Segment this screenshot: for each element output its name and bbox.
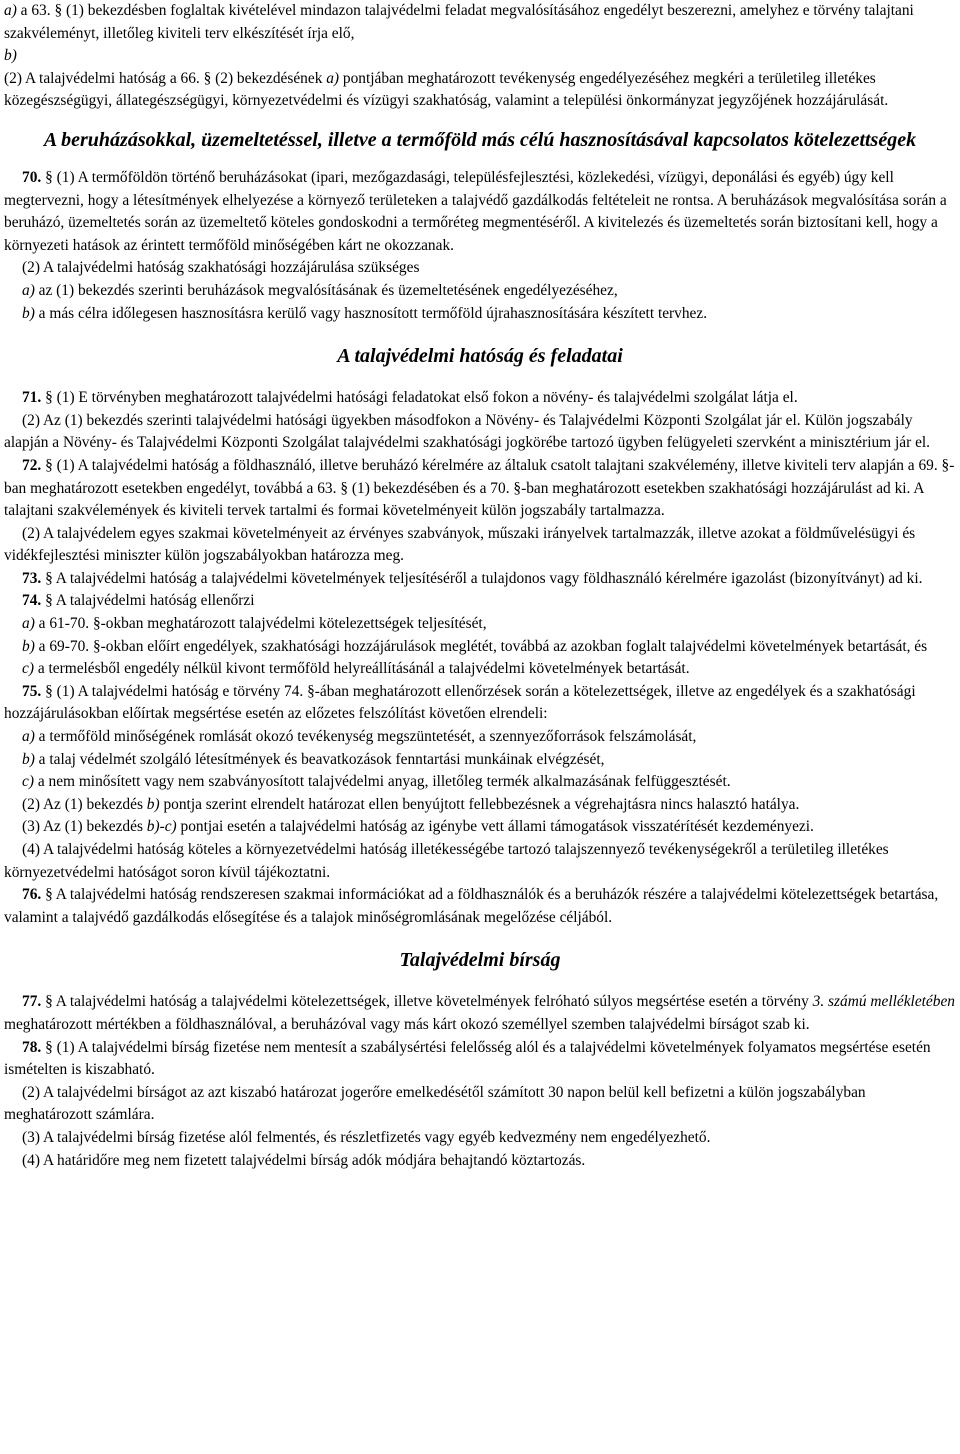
section-number: 77. <box>22 993 42 1011</box>
paragraph <box>4 771 956 794</box>
italic-text: a) <box>326 69 340 87</box>
italic-text: b) <box>22 637 35 655</box>
paragraph <box>4 1127 956 1150</box>
paragraph <box>4 636 956 659</box>
section-number: 75. <box>22 682 42 700</box>
paragraph-text: a nem minősített vagy nem szabványosított talajvédelmi anyag, illetőleg termék alkalmazásának felfüggesztését. <box>33 773 731 791</box>
paragraph-text: a 69-70. §-okban előírt engedélyek, szakhatósági hozzájárulások meglétét, továbbá az azokban foglalt talajvédelmi követelmények betartását, és <box>34 637 928 655</box>
paragraph <box>4 257 956 280</box>
paragraph <box>4 816 956 839</box>
italic-text: b)-c) <box>146 818 177 836</box>
paragraph-text: a termelésből engedély nélkül kivont termőföld helyreállításánál a talajvédelmi követelmények betartását. <box>33 660 690 678</box>
italic-text: b) <box>22 750 35 768</box>
section-number: 73. <box>22 569 42 587</box>
paragraph <box>4 1037 956 1082</box>
section-number: 76. <box>22 886 42 904</box>
block-4 <box>4 991 956 1172</box>
paragraph-text: § (1) A talajvédelmi bírság fizetése nem mentesít a szabálysértési felelősség alól és a talajvédelmi követelmények folyamatos megsértése esetén ismételten is kiszabható. <box>4 1038 931 1079</box>
paragraph-text: (3) A talajvédelmi bírság fizetése alól felmentés, és részletfizetés vagy egyéb kedvezmény nem engedélyezhető. <box>22 1128 711 1146</box>
paragraph-text: § (1) A termőföldön történő beruházásokat (ipari, mezőgazdasági, településfejlesztési, közlekedési, vízügyi, deponálási és egyéb) úgy kell megtervezni, hogy a létesítmények elhelyezése a környező területeken a talajvédő gazdálkodás feltételeit ne rontsa. A beruházások megvalósítása során a beruházó, üzemeltetés során az üzemeltető köteles gondoskodni a termőréteg megmentéséről. A kivitelezés és üzemeltetés során biztosítani kell, hogy a környezeti hatások az érintett termőföld minőségében kárt ne okozzanak. <box>4 168 947 254</box>
paragraph <box>4 794 956 817</box>
paragraph-text: a 61-70. §-okban meghatározott talajvédelmi kötelezettségek teljesítését, <box>34 615 487 633</box>
block-1 <box>4 0 956 113</box>
paragraph <box>4 749 956 772</box>
italic-text: b) <box>146 795 160 813</box>
paragraph-text: (2) Az (1) bekezdés szerinti talajvédelmi hatósági ügyekben másodfokon a Növény- és Talajvédelmi Központi Szolgálat jár el. Külön jogszabály alapján a Növény- és Talajvédelmi Központi Szolgálat talajvédelmi szakhatósági jogkörébe tartozó ügyben felügyeleti szervként a minisztérium jár el. <box>4 411 931 452</box>
paragraph <box>4 303 956 326</box>
italic-text: b) <box>4 47 17 65</box>
block-3 <box>4 387 956 929</box>
paragraph-text: (2) A talajvédelmi hatóság a 66. § (2) bekezdésének <box>4 69 327 87</box>
paragraph <box>4 167 956 257</box>
section-heading-fine: Talajvédelmi bírság <box>399 949 561 972</box>
italic-text: c) <box>22 660 34 678</box>
paragraph <box>4 68 956 113</box>
paragraph-text: a talaj védelmét szolgáló létesítmények és beavatkozások fenntartási munkáinak elvégzését, <box>34 750 605 768</box>
paragraph <box>4 681 956 726</box>
paragraph <box>4 839 956 884</box>
paragraph <box>4 991 956 1036</box>
paragraph <box>4 410 956 455</box>
paragraph-text: § (1) A talajvédelmi hatóság e törvény 74. §-ában meghatározott ellenőrzések során a kötelezettségek, illetve az engedélyek és a szakhatósági hozzájárulásokban előírtak megsértése esetén az előzetes felszólítást követően elrendeli: <box>4 682 916 723</box>
paragraph-text: pontja szerint elrendelt határozat ellen benyújtott fellebbezésnek a végrehajtásra nincs halasztó hatálya. <box>159 795 800 813</box>
paragraph-text: § A talajvédelmi hatóság ellenőrzi <box>41 592 255 610</box>
paragraph <box>4 884 956 929</box>
paragraph-text: (4) A talajvédelmi hatóság köteles a környezetvédelmi hatóság illetékességébe tartozó talajszennyező tevékenységekről a területileg illetékes környezetvédelmi hatóságot soron kívül tájékoztatni. <box>4 841 889 881</box>
paragraph-text: § (1) E törvényben meghatározott talajvédelmi hatósági feladatokat első fokon a növény- és talajvédelmi szolgálat látja el. <box>41 389 798 407</box>
section-number: 74. <box>22 592 42 610</box>
paragraph-text: az (1) bekezdés szerinti beruházások megvalósításának és üzemeltetésének engedélyezéséhez, <box>34 281 618 299</box>
paragraph <box>4 387 956 410</box>
italic-text: b) <box>22 304 35 322</box>
paragraph-text: (2) A talajvédelem egyes szakmai követelményeit az érvényes szabványok, műszaki irányelvek tartalmazzák, illetve azokat a földművelésügyi és vidékfejlesztési miniszter külön jogszabályokban határozza meg. <box>4 524 916 565</box>
paragraph-text: a 63. § (1) bekezdésben foglaltak kivételével mindazon talajvédelmi feladat megvalósításához engedélyt beszerezni, amelyhez e törvény talajtani szakvéleményt, illetőleg kiviteli terv elkészítését írja elő, <box>4 2 914 42</box>
italic-text: a) <box>4 2 17 19</box>
paragraph <box>4 1150 956 1173</box>
block-2 <box>4 167 956 325</box>
paragraph-text: § A talajvédelmi hatóság a talajvédelmi kötelezettségek, illetve követelmények felróható súlyos megsértése esetén a törvény <box>41 993 813 1011</box>
paragraph <box>4 0 956 45</box>
italic-text: 3. számú mellékletében <box>812 993 955 1011</box>
paragraph <box>4 590 956 613</box>
paragraph-text: § A talajvédelmi hatóság rendszeresen szakmai információkat ad a földhasználók és a beruházók részére a talajvédelmi kötelezettségek betartása, valamint a talajvédő gazdálkodás elősegítése és a talajok minőségromlásának megelőzése céljából. <box>4 886 939 926</box>
paragraph-text: meghatározott mértékben a földhasználóval, a beruházóval vagy más kárt okozó személlyel szemben talajvédelmi bírságot szab ki. <box>4 1015 810 1033</box>
paragraph-text: (2) Az (1) bekezdés <box>22 795 147 813</box>
italic-text: a) <box>22 615 35 633</box>
paragraph-text: (2) A talajvédelmi bírságot az azt kiszabó határozat jogerőre emelkedésétől számított 30 napon belül kell befizetni a külön jogszabályban meghatározott számlára. <box>4 1083 866 1124</box>
italic-text: a) <box>22 281 35 299</box>
paragraph <box>4 523 956 568</box>
paragraph <box>4 45 956 68</box>
paragraph <box>4 455 956 523</box>
section-number: 71. <box>22 389 42 407</box>
paragraph <box>4 280 956 303</box>
paragraph <box>4 568 956 591</box>
italic-text: c) <box>22 773 34 791</box>
paragraph-text: § A talajvédelmi hatóság a talajvédelmi követelmények teljesítéséről a tulajdonos vagy földhasználó kérelmére igazolást (bizonyítványt) ad ki. <box>41 569 923 587</box>
section-number: 70. <box>22 168 42 186</box>
paragraph <box>4 613 956 636</box>
paragraph <box>4 726 956 749</box>
section-heading-authority: A talajvédelmi hatóság és feladatai <box>337 345 623 368</box>
paragraph-text: § (1) A talajvédelmi hatóság a földhasználó, illetve beruházó kérelmére az általuk csatolt talajtani szakvélemény, illetve kiviteli terv alapján a 69. §-ban meghatározott esetekben engedélyt, továbbá a 63. § (1) bekezdésében és a 70. §-ban meghatározott esetekben szakhatósági hozzájárulást ad ki. A talajtani szakvélemények és kiviteli tervek tartalmi és formai követelményeit külön jogszabály tartalmazza. <box>4 456 955 520</box>
paragraph <box>4 1082 956 1127</box>
section-heading-obligations: A beruházásokkal, üzemeltetéssel, illetve a termőföld más célú hasznosításával kapcsolatos kötelezettségek <box>43 128 917 151</box>
paragraph-text: (4) A határidőre meg nem fizetett talajvédelmi bírság adók módjára behajtandó köztartozás. <box>22 1151 586 1169</box>
section-number: 72. <box>22 456 42 474</box>
paragraph-text: pontjában meghatározott tevékenység engedélyezéséhez megkéri a területileg illetékes közegészségügyi, állategészségügyi, környezetvédelmi és vízügyi szakhatóság, valamint a települési önkormányzat jegyzőjének hozzájárulását. <box>4 69 889 110</box>
paragraph-text: (3) Az (1) bekezdés <box>22 818 147 836</box>
paragraph-text: a termőföld minőségének romlását okozó tevékenység megszüntetését, a szennyezőforrások felszámolását, <box>34 728 697 746</box>
paragraph-text: pontjai esetén a talajvédelmi hatóság az igénybe vett állami támogatások visszatérítését kezdeményezi. <box>176 818 814 836</box>
paragraph-text: (2) A talajvédelmi hatóság szakhatósági hozzájárulása szükséges <box>22 259 420 277</box>
paragraph <box>4 658 956 681</box>
section-number: 78. <box>22 1038 42 1056</box>
paragraph-text: a más célra időlegesen hasznosításra kerülő vagy hasznosított termőföld újrahasznosítására készített tervhez. <box>34 304 708 322</box>
italic-text: a) <box>22 728 35 746</box>
